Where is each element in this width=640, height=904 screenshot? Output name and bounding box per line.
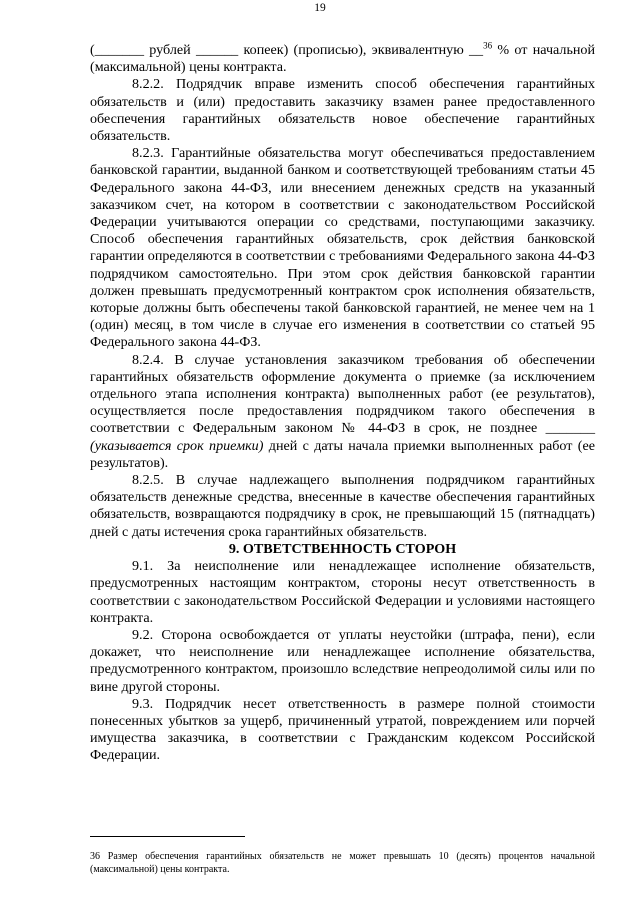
paragraph-8-2-2: 8.2.2. Подрядчик вправе изменить способ обеспечения гарантийных обязательств и (или) предоставить заказчику взамен ранее предоставленного обеспечения гарантийных обязательств новое обеспечение гарантийных обязательств. bbox=[90, 76, 595, 145]
paragraph-9-2: 9.2. Сторона освобождается от уплаты неустойки (штрафа, пени), если докажет, что неисполнение или ненадлежащее исполнение обязательства, предусмотренного контрактом, произошло вследствие непреодолимой силы или по вине другой стороны. bbox=[90, 626, 595, 695]
paragraph-text: дней с даты начала приемки выполненных работ (ее результатов). bbox=[90, 437, 595, 471]
paragraph-9-1: 9.1. За неисполнение или ненадлежащее исполнение обязательств, предусмотренных настоящим контрактом, стороны несут ответственность в соответствии с законодательством Российской Федерации и условиями настоящего контракта. bbox=[90, 558, 595, 626]
footnote-divider bbox=[90, 836, 245, 837]
italic-note: (указывается срок приемки) bbox=[90, 437, 264, 454]
paragraph-text: 8.2.4. В случае установления заказчиком требования об обеспечении гарантийных обязательств оформление документа о приемке (за исключением отдельного этапа исполнения контракта) выполненных работ (ее результатов), осуществляется после предоставления подрядчиком такого обеспечения в соответствии с Федеральным законом № 44-ФЗ в срок, не позднее _______ bbox=[90, 351, 595, 437]
paragraph-text: (_______ рублей ______ копеек) (прописью), эквивалентную __ bbox=[90, 42, 484, 58]
paragraph-8-2-5: 8.2.5. В случае надлежащего выполнения подрядчиком гарантийных обязательств денежные средства, внесенные в качестве обеспечения гарантийных обязательств, возвращаются подрядчику в срок, не превышающий 15 (пятнадцать) дней с даты истечения срока гарантийных обязательств. bbox=[90, 472, 595, 540]
paragraph-8-2-4 bbox=[90, 352, 595, 472]
paragraph-text: % от начальной (максимальной) цены контракта. bbox=[90, 42, 595, 76]
footnote: 36 Размер обеспечения гарантийных обязательств не может превышать 10 (десять) процентов начальной (максимальной) цены контракта. bbox=[90, 851, 595, 875]
document-body bbox=[90, 42, 595, 765]
paragraph-price-continuation bbox=[90, 42, 595, 76]
paragraph-9-3: 9.3. Подрядчик несет ответственность в размере полной стоимости понесенных убытков за ущерб, причиненный утратой, повреждением или порчей имущества заказчика, в соответствии с Гражданским кодексом Российской Федерации. bbox=[90, 695, 595, 764]
footnote-ref[interactable]: 36 bbox=[483, 40, 493, 51]
section-heading: 9. ОТВЕТСТВЕННОСТЬ СТОРОН bbox=[228, 540, 457, 557]
paragraph-8-2-3: 8.2.3. Гарантийные обязательства могут обеспечиваться предоставлением банковской гарантии, выданной банком и соответствующей требованиям статьи 45 Федерального закона 44-ФЗ, или внесением денежных средств на указанный заказчиком счет, на котором в соответствии с законодательством Российской Федерации учитываются операции со средствами, поступающими заказчику. Способ обеспечения гарантийных обязательств, срок действия банковской гарантии определяются в соответствии с требованиями Федерального закона 44-ФЗ подрядчиком самостоятельно. При этом срок действия банковской гарантии должен превышать предусмотренный контрактом срок исполнения обязательств, которые должны быть обеспечены такой банковской гарантией, не менее чем на 1 (один) месяц, в том числе в случае его изменения в соответствии со статьей 95 Федерального закона 44-ФЗ. bbox=[90, 145, 595, 351]
page-number: 19 bbox=[314, 2, 326, 14]
